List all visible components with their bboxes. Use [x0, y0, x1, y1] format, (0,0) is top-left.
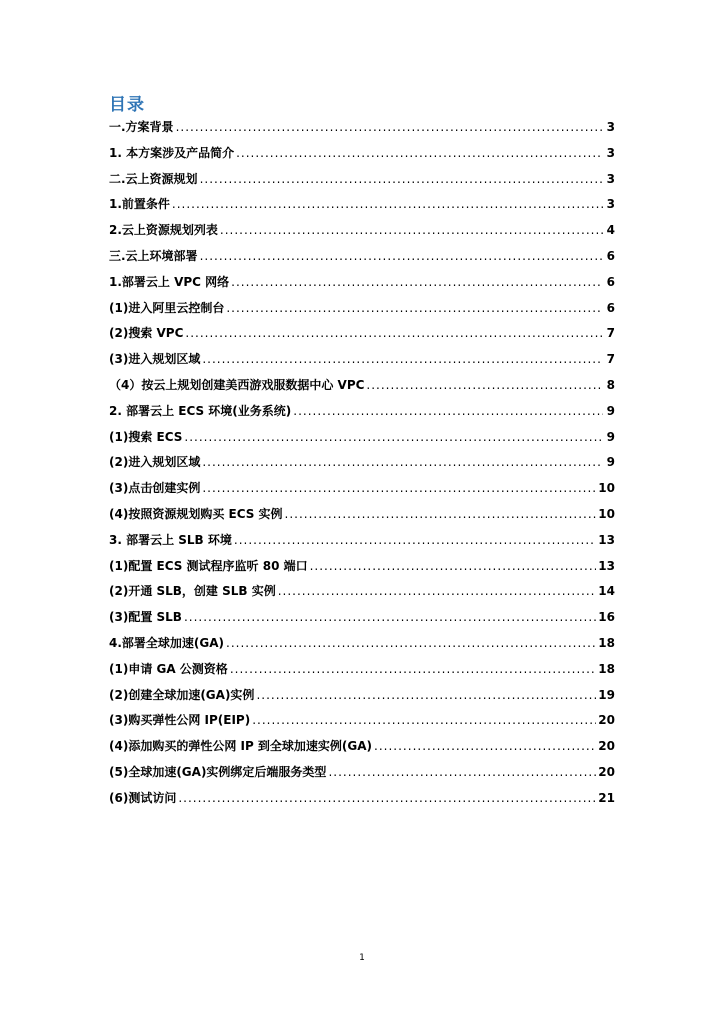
toc-entry-page-number: 7	[606, 326, 615, 341]
toc-entry-text: 1. 本方案涉及产品简介	[109, 145, 235, 160]
toc-dot-leader	[310, 559, 597, 573]
toc-dot-leader	[184, 430, 603, 444]
toc-dot-leader	[176, 120, 603, 134]
toc-entry[interactable]	[109, 505, 615, 531]
toc-entry-text: (6)测试访问	[109, 790, 177, 805]
toc-entry[interactable]	[109, 221, 615, 247]
toc-entry[interactable]	[109, 376, 615, 402]
toc-dot-leader	[172, 197, 603, 211]
page-number: 1	[359, 953, 365, 963]
toc-entry-text: (2)开通 SLB，创建 SLB 实例	[109, 584, 276, 599]
toc-entry[interactable]	[109, 402, 615, 428]
toc-entry-page-number: 3	[606, 120, 615, 134]
toc-title: 目录	[109, 95, 145, 115]
toc-entry-page-number: 16	[598, 610, 615, 625]
toc-entry-page-number: 6	[606, 248, 615, 263]
toc-entry[interactable]	[109, 634, 615, 660]
toc-entry-text: (4)按照资源规划购买 ECS 实例	[109, 506, 283, 521]
toc-dot-leader	[278, 584, 597, 598]
toc-entry-text: (3)进入规划区域	[109, 352, 201, 367]
toc-entry-text: (1)搜索 ECS	[109, 429, 183, 444]
toc-entry-page-number: 3	[606, 171, 615, 186]
toc-entry-text: (3)购买弹性公网 IP(EIP)	[109, 713, 251, 728]
toc-entry-text: 2. 部署云上 ECS 环境(业务系统)	[109, 403, 292, 418]
toc-entry-page-number: 13	[598, 558, 615, 573]
toc-entry-text: （4）按云上规划创建美西游戏服数据中心 VPC	[109, 377, 365, 392]
toc-entry[interactable]	[109, 608, 615, 634]
toc-dot-leader	[200, 172, 603, 186]
toc-entry[interactable]	[109, 350, 615, 376]
toc-dot-leader	[256, 688, 596, 702]
toc-dot-leader	[202, 352, 603, 366]
toc-entry-page-number: 9	[606, 455, 615, 470]
toc-entry[interactable]	[109, 324, 615, 350]
toc-dot-leader	[234, 533, 596, 547]
toc-entry-text: 1.部署云上 VPC 网络	[109, 274, 230, 289]
toc-dot-leader	[328, 765, 596, 779]
toc-dot-leader	[252, 713, 596, 727]
toc-entry-page-number: 21	[598, 790, 615, 805]
toc-entry-text: 4.部署全球加速(GA)	[109, 635, 225, 650]
toc-dot-leader	[178, 791, 596, 805]
toc-entry-page-number: 6	[606, 274, 615, 289]
toc-entry[interactable]	[109, 453, 615, 479]
toc-dot-leader	[185, 326, 603, 340]
toc-entry-text: (2)搜索 VPC	[109, 326, 184, 341]
toc-entry[interactable]	[109, 247, 615, 273]
toc-entry-text: (1)申请 GA 公测资格	[109, 661, 228, 676]
toc-entry[interactable]	[109, 118, 615, 144]
toc-entry[interactable]	[109, 686, 615, 712]
toc-entry-page-number: 14	[598, 584, 615, 599]
toc-entry[interactable]	[109, 195, 615, 221]
toc-entry-text: (1)配置 ECS 测试程序监听 80 端口	[109, 558, 308, 573]
toc-dot-leader	[226, 636, 596, 650]
toc-entry[interactable]	[109, 711, 615, 737]
toc-dot-leader	[226, 301, 603, 315]
toc-entry[interactable]	[109, 531, 615, 557]
toc-entry[interactable]	[109, 299, 615, 325]
toc-dot-leader	[200, 249, 603, 263]
toc-entry-page-number: 4	[606, 223, 615, 238]
toc-entry-page-number: 10	[598, 481, 615, 496]
toc-dot-leader	[293, 404, 603, 418]
toc-dot-leader	[230, 662, 596, 676]
toc-entry-page-number: 6	[606, 300, 615, 315]
toc-entry-page-number: 9	[606, 429, 615, 444]
toc-entry[interactable]	[109, 763, 615, 789]
toc-list	[109, 118, 615, 815]
toc-entry-page-number: 18	[598, 635, 615, 650]
toc-entry-text: 1.前置条件	[109, 197, 170, 212]
toc-entry[interactable]	[109, 660, 615, 686]
toc-dot-leader	[184, 610, 596, 624]
toc-entry-page-number: 3	[606, 145, 615, 160]
toc-entry-text: 二.云上资源规划	[109, 171, 198, 186]
toc-entry-page-number: 18	[598, 661, 615, 676]
toc-entry-page-number: 20	[598, 713, 615, 728]
toc-dot-leader	[202, 481, 596, 495]
toc-entry-text: 三.云上环境部署	[109, 248, 198, 263]
toc-entry-page-number: 19	[598, 687, 615, 702]
toc-entry-page-number: 20	[598, 764, 615, 779]
toc-entry[interactable]	[109, 428, 615, 454]
toc-entry-page-number: 13	[598, 532, 615, 547]
toc-entry-text: 一.方案背景	[109, 120, 174, 134]
toc-entry-text: (4)添加购买的弹性公网 IP 到全球加速实例(GA)	[109, 739, 373, 754]
toc-entry[interactable]	[109, 273, 615, 299]
toc-entry-text: 2.云上资源规划列表	[109, 223, 218, 238]
toc-dot-leader	[285, 507, 597, 521]
toc-entry-text: (2)创建全球加速(GA)实例	[109, 687, 255, 702]
toc-entry-page-number: 7	[606, 352, 615, 367]
toc-entry-text: (2)进入规划区域	[109, 455, 201, 470]
toc-entry-text: (3)配置 SLB	[109, 610, 182, 625]
toc-dot-leader	[236, 146, 603, 160]
toc-entry-page-number: 9	[606, 403, 615, 418]
toc-dot-leader	[374, 739, 596, 753]
toc-dot-leader	[202, 455, 603, 469]
toc-entry-page-number: 3	[606, 197, 615, 212]
toc-entry-page-number: 8	[606, 377, 615, 392]
toc-entry[interactable]	[109, 557, 615, 583]
toc-entry[interactable]	[109, 582, 615, 608]
toc-entry-text: 3. 部署云上 SLB 环境	[109, 532, 232, 547]
toc-dot-leader	[231, 275, 603, 289]
toc-entry[interactable]	[109, 479, 615, 505]
toc-entry-text: (5)全球加速(GA)实例绑定后端服务类型	[109, 764, 327, 779]
toc-entry-page-number: 10	[598, 506, 615, 521]
toc-entry[interactable]	[109, 170, 615, 196]
toc-entry-text: (3)点击创建实例	[109, 481, 201, 496]
toc-entry[interactable]	[109, 144, 615, 170]
toc-entry-text: (1)进入阿里云控制台	[109, 300, 225, 315]
toc-dot-leader	[366, 378, 603, 392]
toc-entry-page-number: 20	[598, 739, 615, 754]
toc-entry[interactable]	[109, 737, 615, 763]
toc-entry[interactable]	[109, 789, 615, 815]
toc-dot-leader	[220, 223, 603, 237]
